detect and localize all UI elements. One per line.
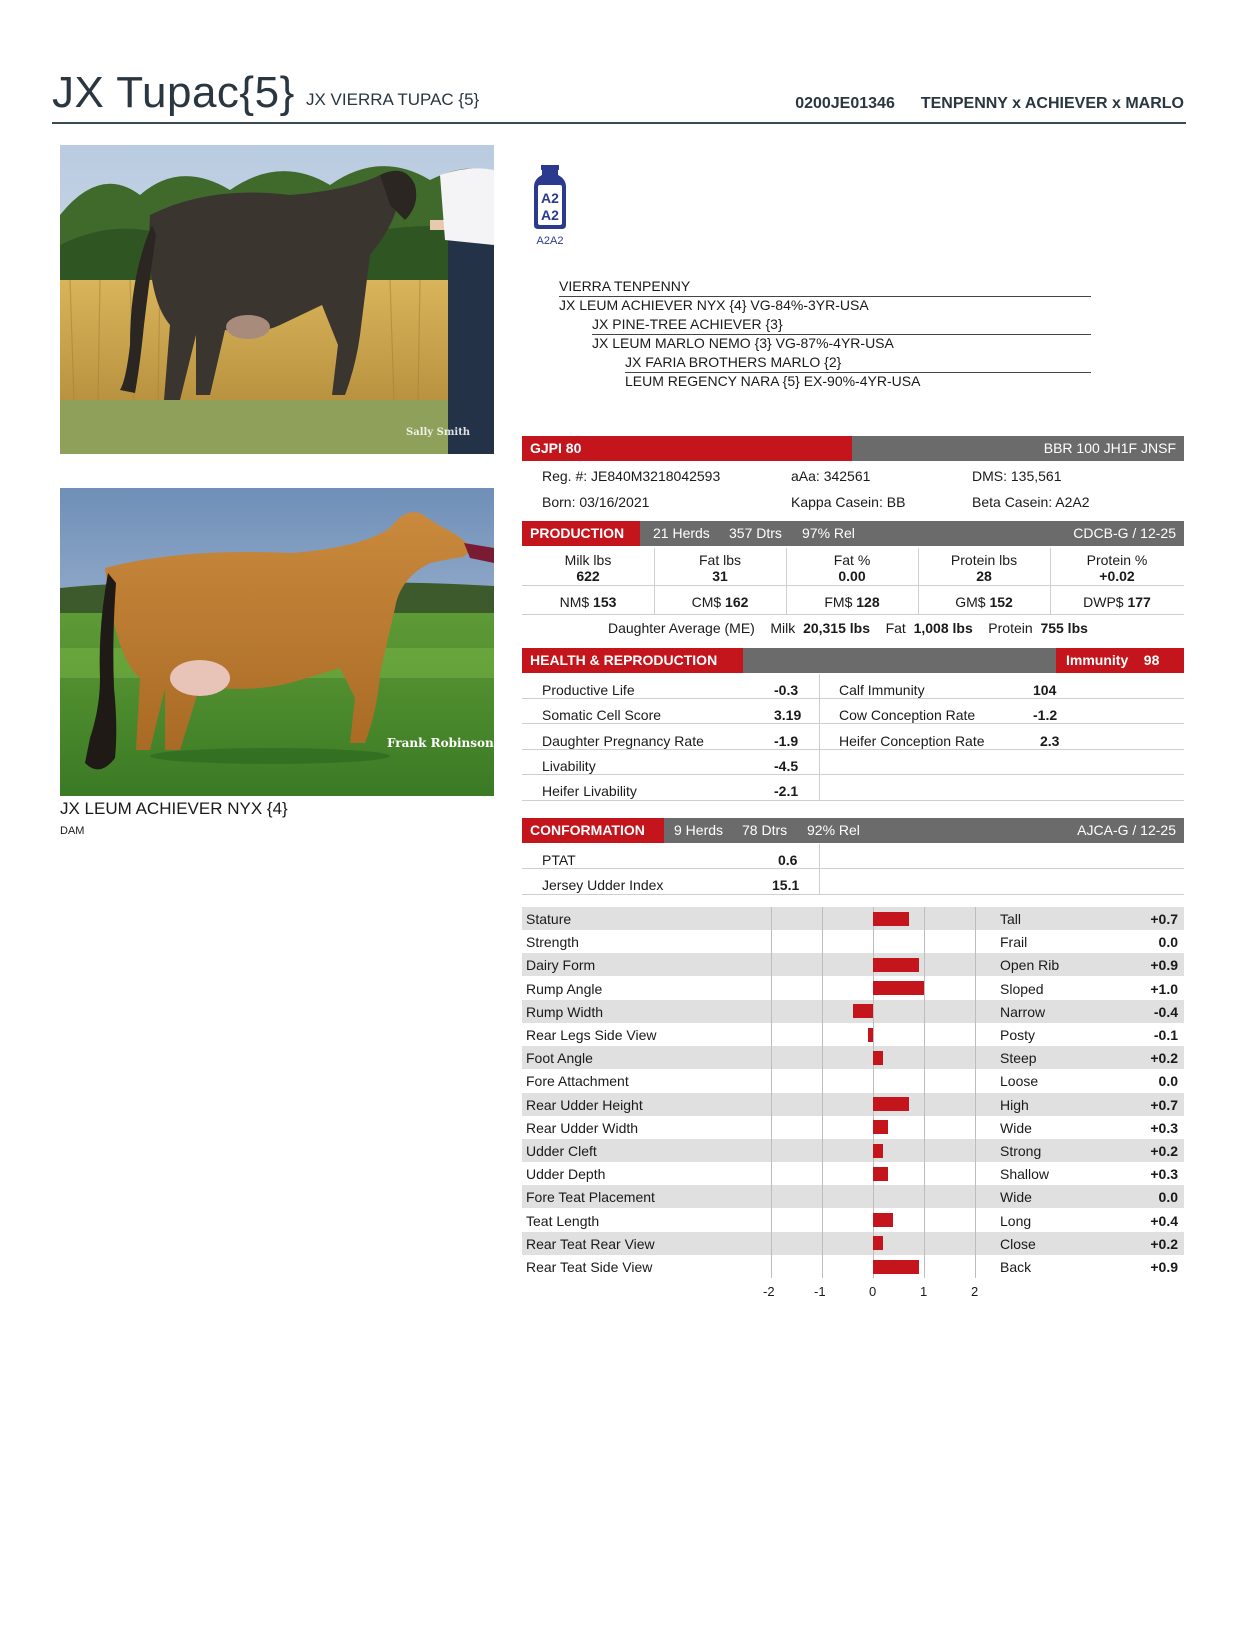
- trait-descriptor: Posty: [1000, 1027, 1036, 1043]
- chart-gridline: [975, 907, 976, 1278]
- trait-name: Rear Teat Rear View: [526, 1235, 655, 1252]
- trait-row: [522, 1023, 1184, 1046]
- production-dtrs: 357 Dtrs: [729, 525, 782, 541]
- born: Born: 03/16/2021: [542, 494, 650, 510]
- health-row-right: Calf Immunity 104: [839, 682, 1057, 698]
- trait-descriptor: Shallow: [1000, 1166, 1050, 1183]
- trait-bar: [873, 1051, 883, 1065]
- aaa: aAa: 342561: [791, 468, 871, 484]
- trait-row: [522, 907, 1184, 930]
- trait-row: [522, 930, 1184, 953]
- trait-value-label: -0.1: [1153, 1027, 1178, 1043]
- trait-descriptor: Narrow: [1000, 1003, 1046, 1020]
- trait-value-label: +0.7: [1150, 911, 1178, 927]
- trait-descriptor: Tall: [1000, 911, 1022, 927]
- index-cm: CM$ 162: [691, 594, 749, 610]
- gjpi-right: BBR 100 JH1F JNSF: [1043, 440, 1176, 456]
- trait-row: [522, 1209, 1184, 1232]
- trait-value-label: +0.3: [1150, 1119, 1178, 1136]
- trait-descriptor: Back: [1000, 1259, 1032, 1275]
- trait-name: Foot Angle: [526, 1050, 593, 1067]
- conformation-source: AJCA-G / 12-25: [1077, 822, 1176, 838]
- trait-descriptor: Open Rib: [1000, 957, 1060, 974]
- trait-name: Rear Udder Height: [526, 1096, 643, 1113]
- badge-caption: A2A2: [536, 235, 564, 247]
- pedigree-mgs: JX PINE-TREE ACHIEVER {3}: [592, 316, 1091, 335]
- trait-name: Rear Udder Width: [526, 1119, 639, 1136]
- trait-name: Fore Teat Placement: [526, 1189, 655, 1206]
- production-bar: [522, 521, 1184, 546]
- page-header: [52, 68, 1186, 124]
- axis-tick-label: 0: [869, 1284, 877, 1300]
- conformation-label: CONFORMATION: [522, 818, 664, 843]
- trait-name: Rump Width: [526, 1003, 604, 1020]
- trait-protein-pct: Protein % +0.02: [1086, 552, 1148, 584]
- trait-descriptor: Long: [1000, 1212, 1032, 1229]
- kappa-casein: Kappa Casein: BB: [791, 494, 906, 510]
- trait-name: Udder Cleft: [526, 1143, 597, 1159]
- trait-value-label: -0.4: [1153, 1003, 1178, 1020]
- trait-name: Teat Length: [526, 1212, 600, 1229]
- badge-line1: A2: [541, 190, 559, 206]
- trait-bar: [873, 1167, 888, 1181]
- trait-value-label: 0.0: [1158, 934, 1178, 951]
- header-right: [795, 95, 1184, 113]
- conformation-dtrs: 78 Dtrs: [742, 822, 788, 838]
- bull-photo: [60, 145, 494, 454]
- trait-row: [522, 1232, 1184, 1255]
- trait-descriptor: Sloped: [1000, 980, 1044, 997]
- health-row-right: Cow Conception Rate -1.2: [839, 707, 1058, 723]
- trait-bar: [873, 1260, 919, 1274]
- chart-gridline: [771, 907, 772, 1278]
- trait-name: Strength: [526, 934, 579, 951]
- beta-casein: Beta Casein: A2A2: [972, 494, 1090, 510]
- trait-row: [522, 1255, 1184, 1278]
- health-row: Somatic Cell Score 3.19: [542, 707, 802, 723]
- a2-milk-bottle-icon: [532, 165, 568, 247]
- production-label: PRODUCTION: [522, 521, 640, 546]
- dam-photo-credit: Frank Robinson: [387, 736, 494, 750]
- trait-descriptor: High: [1000, 1096, 1029, 1113]
- pedigree-mggd: LEUM REGENCY NARA {5} EX-90%-4YR-USA: [625, 373, 921, 389]
- gjpi-label: GJPI 80: [522, 436, 852, 461]
- bull-name: JX Tupac{5}: [52, 68, 295, 117]
- trait-value-label: +0.4: [1150, 1212, 1178, 1229]
- axis-tick-label: 1: [920, 1284, 928, 1300]
- trait-name: Stature: [526, 911, 572, 927]
- index-dwp: DWP$ 177: [1083, 594, 1151, 610]
- trait-value-label: +1.0: [1150, 980, 1178, 997]
- index-fm: FM$ 128: [824, 594, 880, 610]
- health-bar: [522, 648, 1184, 673]
- production-herds: 21 Herds: [653, 525, 710, 541]
- trait-protein-lbs: Protein lbs 28: [950, 552, 1018, 584]
- trait-descriptor: Close: [1000, 1235, 1036, 1252]
- trait-bar: [873, 1097, 909, 1111]
- health-label: HEALTH & REPRODUCTION: [522, 648, 743, 673]
- trait-bar: [873, 1213, 893, 1227]
- trait-row: [522, 1185, 1184, 1208]
- trait-name: Udder Depth: [526, 1166, 606, 1183]
- reg-number: Reg. #: JE840M3218042593: [542, 468, 721, 484]
- trait-value-label: +0.9: [1150, 957, 1178, 974]
- health-row: Heifer Livability -2.1: [542, 783, 799, 799]
- trait-value-label: +0.2: [1150, 1235, 1178, 1252]
- trait-name: Rear Teat Side View: [526, 1259, 653, 1275]
- trait-row: [522, 1139, 1184, 1162]
- pedigree-dam: JX LEUM ACHIEVER NYX {4} VG-84%-3YR-USA: [559, 297, 869, 313]
- pedigree-line: TENPENNY x ACHIEVER x MARLO: [920, 95, 1184, 112]
- trait-name: Rear Legs Side View: [526, 1027, 657, 1043]
- trait-row: [522, 1093, 1184, 1116]
- production-source: CDCB-G / 12-25: [1073, 525, 1176, 541]
- bull-code: 0200JE01346: [795, 95, 895, 112]
- trait-value-label: +0.9: [1150, 1259, 1178, 1275]
- trait-row: [522, 1162, 1184, 1185]
- ptat-row: PTAT 0.6: [542, 852, 798, 868]
- trait-name: Fore Attachment: [526, 1073, 629, 1090]
- immunity-badge: Immunity 98: [1056, 648, 1184, 673]
- trait-value-label: +0.7: [1150, 1096, 1178, 1113]
- trait-value-label: +0.2: [1150, 1143, 1178, 1159]
- health-row: Daughter Pregnancy Rate -1.9: [542, 733, 799, 749]
- chart-gridline: [924, 907, 925, 1278]
- dam-photo: [60, 488, 494, 796]
- pedigree-mgd: JX LEUM MARLO NEMO {3} VG-87%-4YR-USA: [592, 335, 894, 351]
- trait-row: [522, 1046, 1184, 1069]
- trait-value-label: +0.2: [1150, 1050, 1178, 1067]
- dam-label: DAM: [60, 825, 85, 837]
- trait-milk: Milk lbs 622: [564, 552, 612, 584]
- trait-value-label: 0.0: [1158, 1073, 1178, 1090]
- daughter-average: Daughter Average (ME) Milk 20,315 lbs Fat 1,008 lbs Protein 755 lbs: [608, 620, 1088, 636]
- trait-bar: [873, 958, 919, 972]
- trait-name: Dairy Form: [526, 957, 596, 974]
- trait-bar: [873, 1236, 883, 1250]
- trait-name: Rump Angle: [526, 980, 603, 997]
- trait-bar: [873, 912, 909, 926]
- pedigree-sire: VIERRA TENPENNY: [559, 278, 1091, 297]
- trait-descriptor: Strong: [1000, 1143, 1042, 1159]
- trait-row: [522, 1069, 1184, 1092]
- production-rel: 97% Rel: [802, 525, 855, 541]
- trait-descriptor: Frail: [1000, 934, 1028, 951]
- trait-fat-pct: Fat % 0.00: [833, 552, 871, 584]
- conformation-herds: 9 Herds: [674, 822, 724, 838]
- trait-value-label: 0.0: [1158, 1189, 1178, 1206]
- health-row-right: Heifer Conception Rate 2.3: [839, 733, 1060, 749]
- trait-row: [522, 977, 1184, 1000]
- trait-descriptor: Loose: [1000, 1073, 1039, 1090]
- conformation-bar: [522, 818, 1184, 843]
- pedigree-mggs: JX FARIA BROTHERS MARLO {2}: [625, 354, 1091, 373]
- health-row: Productive Life -0.3: [542, 682, 799, 698]
- registered-name: JX VIERRA TUPAC {5}: [306, 90, 480, 109]
- trait-bar: [873, 1120, 888, 1134]
- trait-row: [522, 1116, 1184, 1139]
- trait-bar: [868, 1028, 873, 1042]
- dam-name: JX LEUM ACHIEVER NYX {4}: [60, 799, 288, 818]
- trait-bar: [873, 1144, 883, 1158]
- trait-bar: [873, 981, 924, 995]
- dms: DMS: 135,561: [972, 468, 1062, 484]
- index-nm: NM$ 153: [559, 594, 617, 610]
- axis-tick-label: 2: [971, 1284, 979, 1300]
- trait-value-label: +0.3: [1150, 1166, 1178, 1183]
- badge-line2: A2: [541, 207, 559, 223]
- health-row: Livability -4.5: [542, 758, 799, 774]
- conformation-rel: 92% Rel: [807, 822, 860, 838]
- trait-fat-lbs: Fat lbs 31: [698, 552, 741, 584]
- trait-descriptor: Wide: [1000, 1189, 1032, 1206]
- trait-descriptor: Wide: [1000, 1119, 1032, 1136]
- index-gm: GM$ 152: [955, 594, 1013, 610]
- jui-row: Jersey Udder Index 15.1: [542, 877, 800, 893]
- axis-tick-label: -1: [814, 1284, 826, 1300]
- chart-gridline: [822, 907, 823, 1278]
- axis-tick-label: -2: [763, 1284, 775, 1300]
- trait-row: [522, 953, 1184, 976]
- trait-bar: [853, 1004, 873, 1018]
- trait-descriptor: Steep: [1000, 1050, 1037, 1067]
- bull-photo-credit: Sally Smith: [406, 427, 471, 438]
- gjpi-bar: [522, 436, 1184, 461]
